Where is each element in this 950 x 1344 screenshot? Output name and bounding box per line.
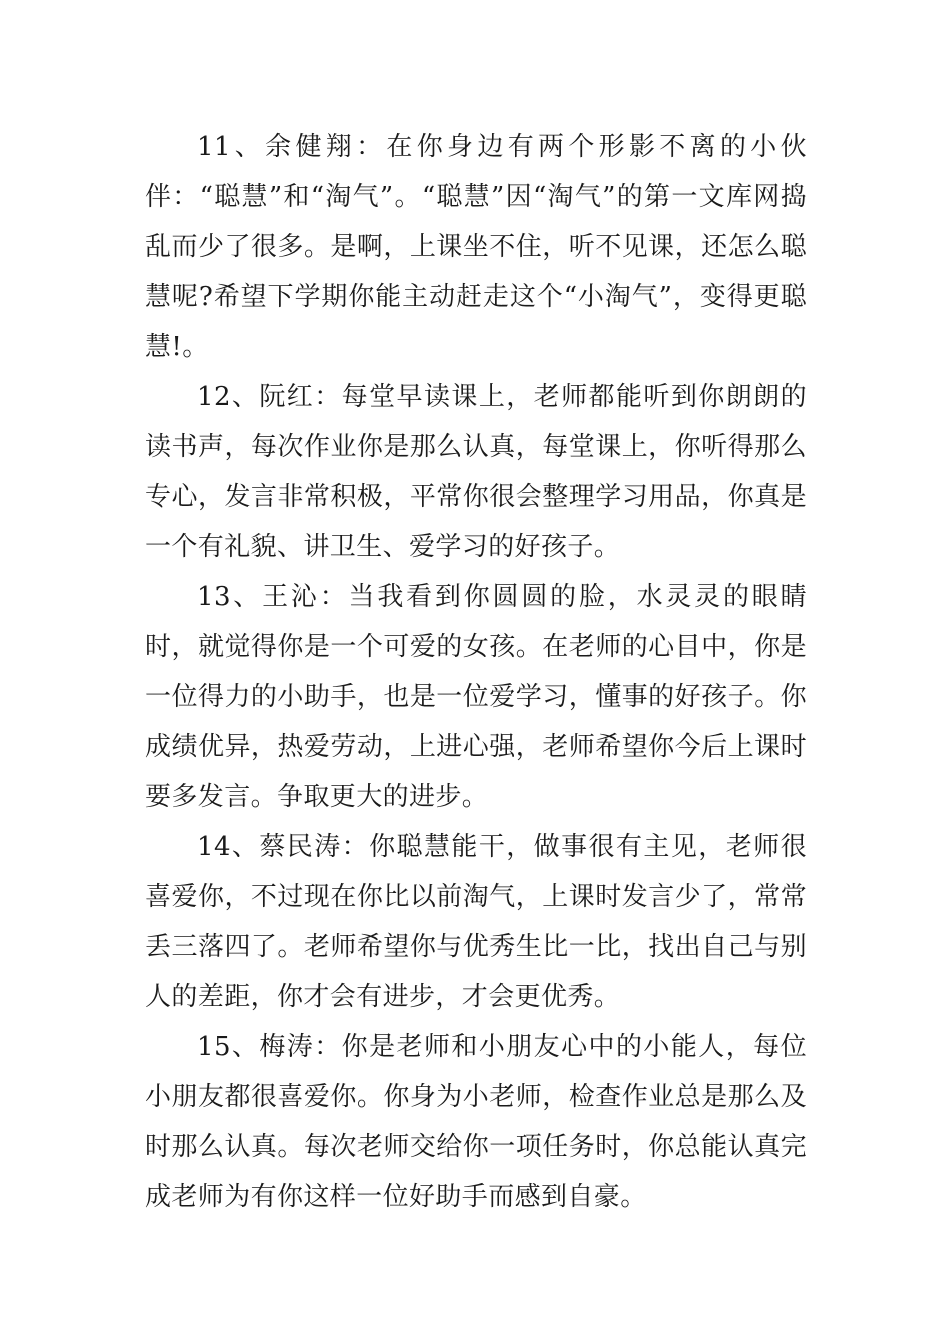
comment-paragraph-14: 14、蔡民涛：你聪慧能干，做事很有主见，老师很喜爱你，不过现在你比以前淘气，上课时发言少了，常常丢三落四了。老师希望你与优秀生比一比，找出自己与别人的差距，你才会有进步，才会更优秀。 xyxy=(145,832,807,1012)
document-body xyxy=(145,122,807,1222)
comment-paragraph-13: 13、王沁：当我看到你圆圆的脸，水灵灵的眼睛时，就觉得你是一个可爱的女孩。在老师的心目中，你是一位得力的小助手，也是一位爱学习，懂事的好孩子。你成绩优异，热爱劳动，上进心强，老师希望你今后上课时要多发言。争取更大的进步。 xyxy=(145,582,807,812)
comment-paragraph-15: 15、梅涛：你是老师和小朋友心中的小能人，每位小朋友都很喜爱你。你身为小老师，检查作业总是那么及时那么认真。每次老师交给你一项任务时，你总能认真完成老师为有你这样一位好助手而感到自豪。 xyxy=(145,1032,807,1212)
comment-paragraph-11: 11、余健翔：在你身边有两个形影不离的小伙伴：“聪慧”和“淘气”。“聪慧”因“淘气”的第一文库网捣乱而少了很多。是啊，上课坐不住，听不见课，还怎么聪慧呢?希望下学期你能主动赶走这个“小淘气”，变得更聪慧!。 xyxy=(145,132,807,362)
comment-paragraph-12: 12、阮红：每堂早读课上，老师都能听到你朗朗的读书声，每次作业你是那么认真，每堂课上，你听得那么专心，发言非常积极，平常你很会整理学习用品，你真是一个有礼貌、讲卫生、爱学习的好孩子。 xyxy=(145,382,807,562)
